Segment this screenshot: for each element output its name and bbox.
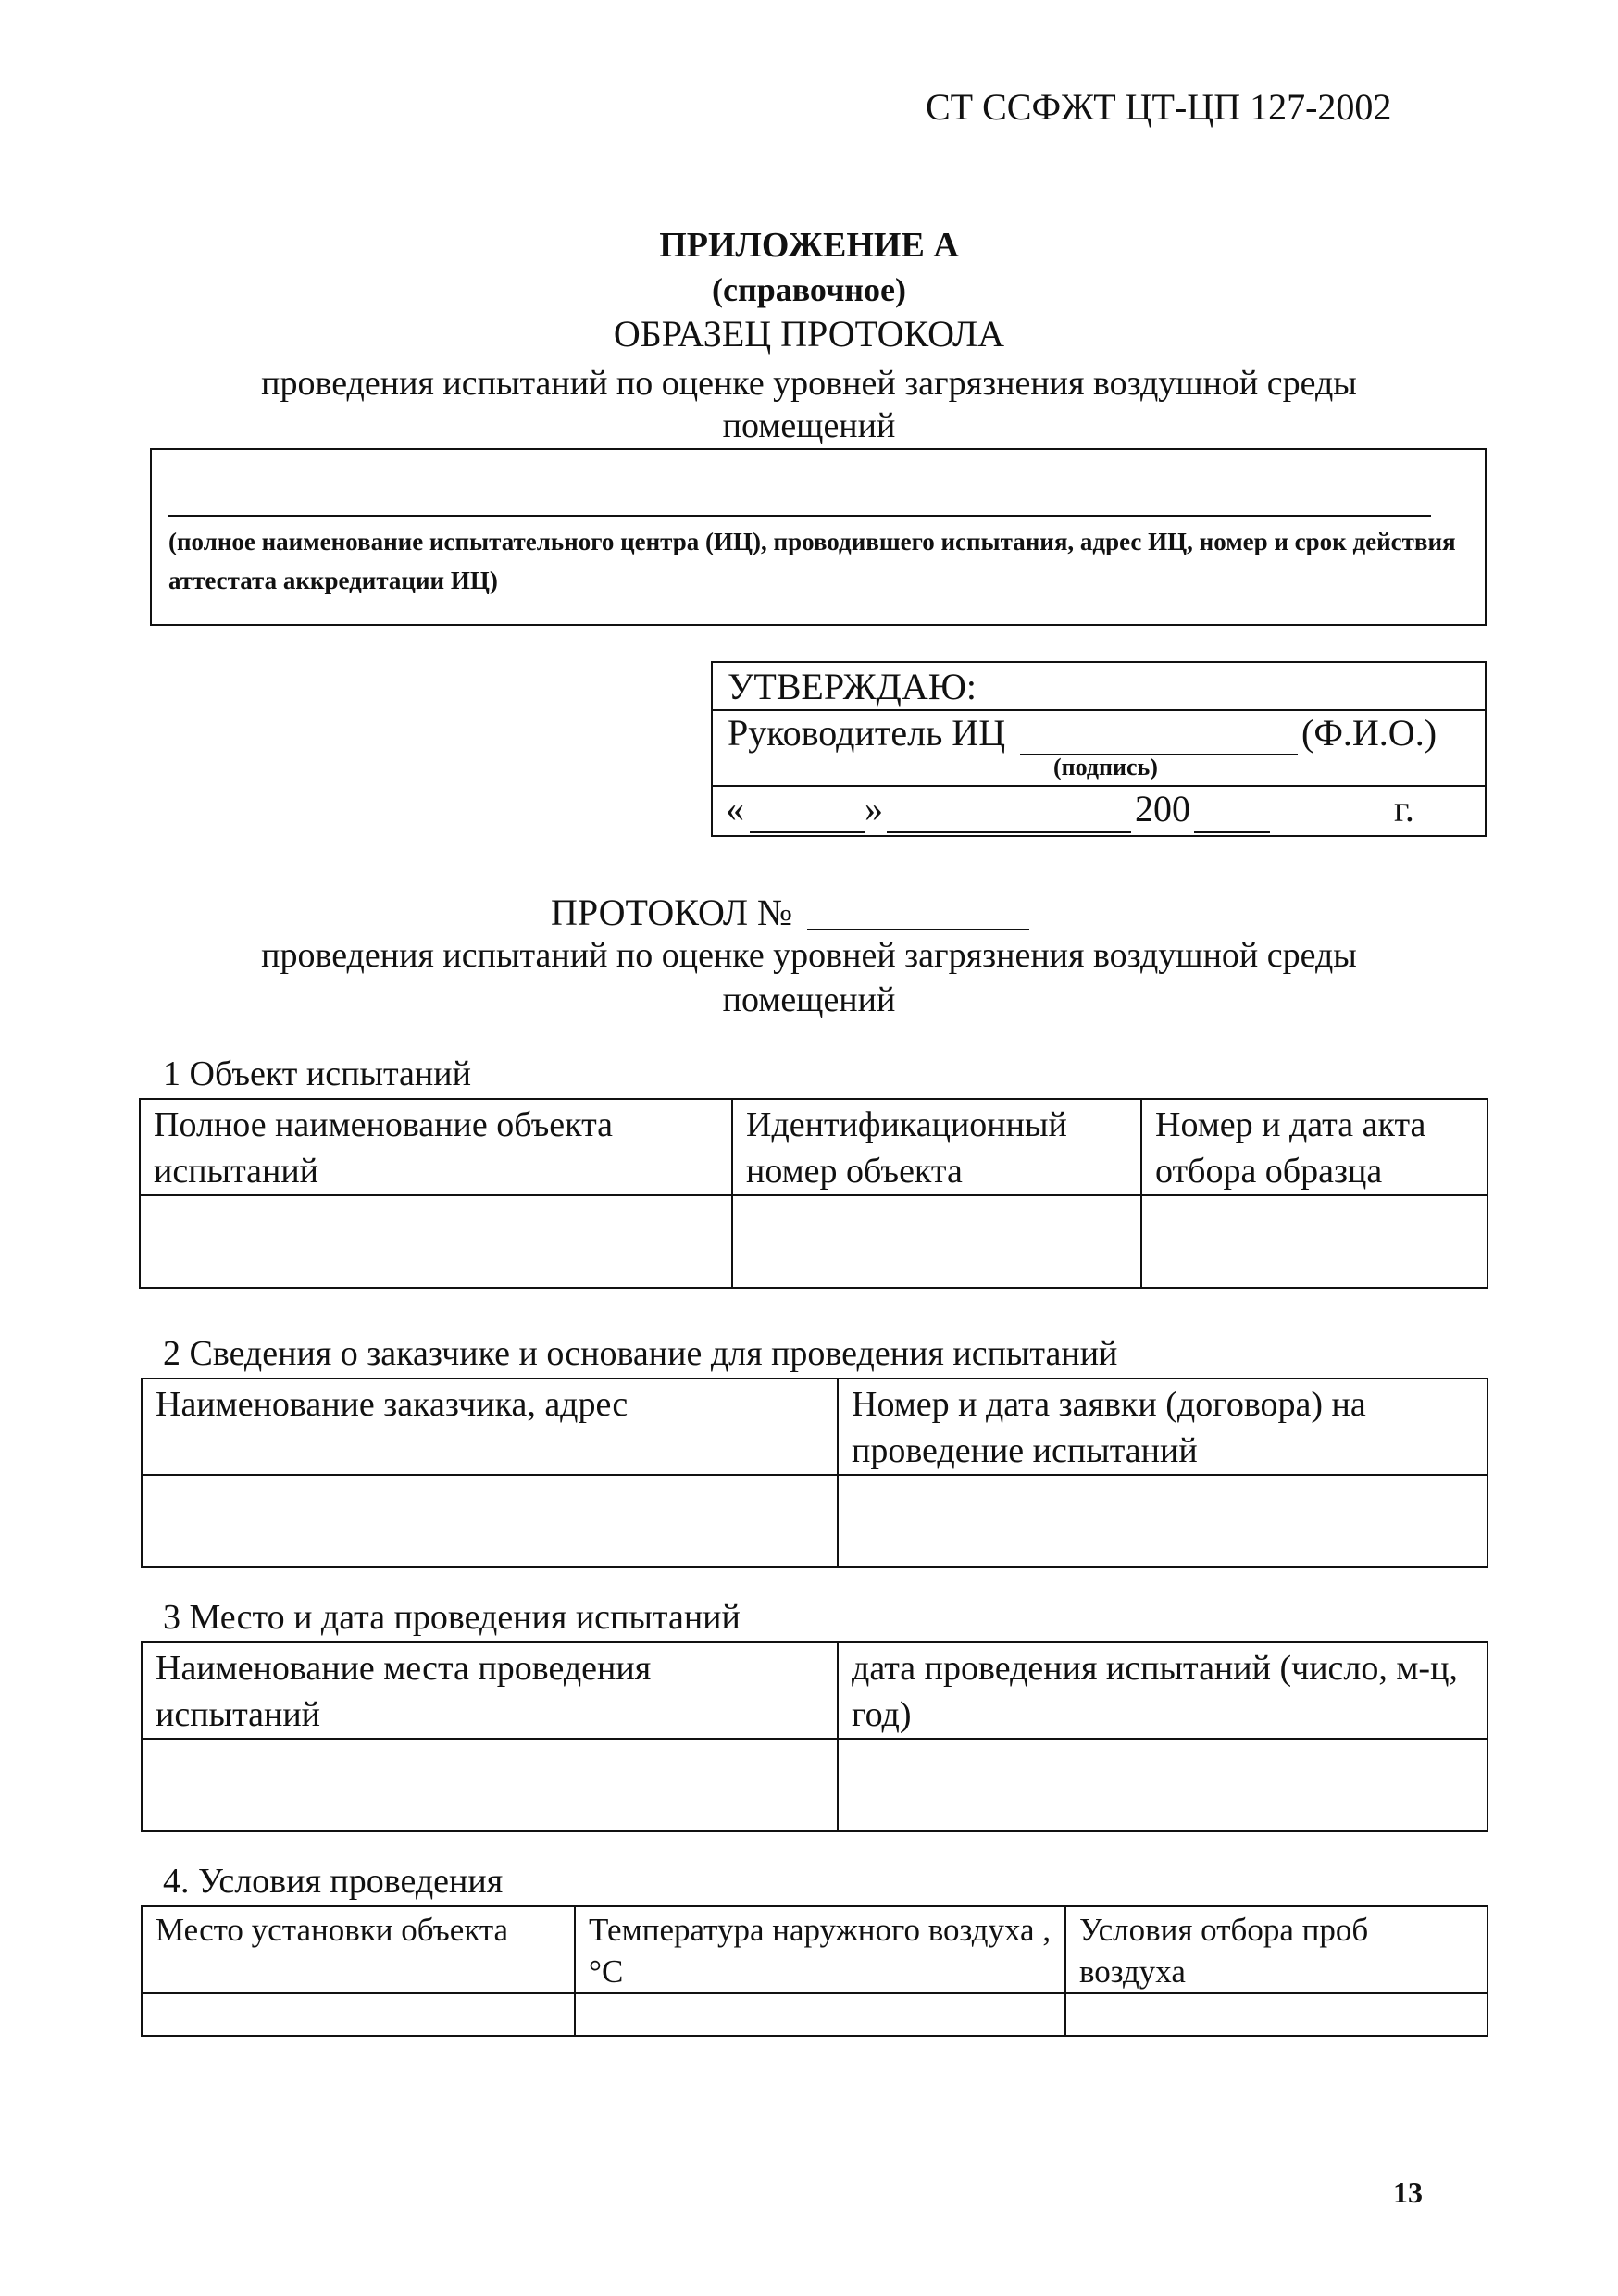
table-header-row	[142, 1906, 1487, 1993]
testing-center-name-line[interactable]	[168, 515, 1431, 517]
section-4-heading: 4. Условия проведения	[163, 1862, 504, 1901]
protocol-subtitle-line1: проведения испытаний по оценке уровней загрязнения воздушной среды	[261, 936, 1357, 975]
table-header-cell: Наименование заказчика, адрес	[142, 1379, 838, 1475]
approval-block	[711, 661, 1487, 837]
section-1-table	[139, 1098, 1488, 1289]
installation-place-cell[interactable]	[142, 1993, 575, 2036]
section-2-heading: 2 Сведения о заказчике и основание для проведения испытаний	[163, 1334, 1118, 1373]
date-year-suffix: г.	[1394, 788, 1414, 830]
date-day-line[interactable]	[750, 831, 865, 833]
date-year-prefix: 200	[1135, 788, 1190, 830]
sample-title: ОБРАЗЕЦ ПРОТОКОЛА	[613, 313, 1005, 355]
table-header-cell: Наименование места проведения испытаний	[142, 1642, 838, 1739]
table-header-cell: Место установки объекта	[142, 1906, 575, 1993]
section-3-heading: 3 Место и дата проведения испытаний	[163, 1598, 741, 1637]
approval-row-approve	[713, 663, 1485, 711]
name-label: (Ф.И.О.)	[1301, 712, 1438, 754]
section-2-table	[141, 1378, 1488, 1568]
customer-cell[interactable]	[142, 1475, 838, 1567]
annex-subtitle-line1: проведения испытаний по оценке уровней загрязнения воздушной среды	[261, 364, 1357, 403]
table-row	[142, 1739, 1487, 1831]
approval-row-head	[713, 709, 1485, 787]
annex-subtitle-line2: помещений	[722, 406, 896, 445]
sampling-conditions-cell[interactable]	[1065, 1993, 1487, 2036]
testing-center-box	[150, 448, 1487, 626]
protocol-subtitle-line2: помещений	[722, 980, 896, 1019]
table-header-row	[142, 1379, 1487, 1475]
protocol-title-text: ПРОТОКОЛ №	[551, 892, 793, 933]
request-cell[interactable]	[838, 1475, 1487, 1567]
object-name-cell[interactable]	[140, 1195, 732, 1288]
table-header-row	[142, 1642, 1487, 1739]
page-number: 13	[1393, 2176, 1423, 2209]
signature-label: (подпись)	[1053, 754, 1158, 780]
date-quote-close: »	[865, 788, 883, 830]
table-row	[142, 1475, 1487, 1567]
protocol-number-line[interactable]	[807, 929, 1029, 930]
table-header-cell: Номер и дата акта отбора образца	[1141, 1099, 1487, 1195]
head-label: Руководитель ИЦ	[728, 712, 1006, 754]
object-id-cell[interactable]	[732, 1195, 1141, 1288]
table-row	[142, 1993, 1487, 2036]
date-quote-open: «	[726, 788, 744, 830]
table-row	[140, 1195, 1487, 1288]
date-month-line[interactable]	[887, 831, 1131, 833]
table-header-cell: Номер и дата заявки (договора) на проведение испытаний	[838, 1379, 1487, 1475]
table-header-cell: Идентификационный номер объекта	[732, 1099, 1141, 1195]
annex-title: ПРИЛОЖЕНИЕ А	[659, 226, 959, 265]
test-date-cell[interactable]	[838, 1739, 1487, 1831]
table-header-row	[140, 1099, 1487, 1195]
section-3-table	[141, 1641, 1488, 1832]
date-year-line[interactable]	[1194, 831, 1270, 833]
sampling-act-cell[interactable]	[1141, 1195, 1487, 1288]
table-header-cell: Температура наружного воздуха ,°С	[575, 1906, 1065, 1993]
section-4-table	[141, 1905, 1488, 2037]
annex-type: (справочное)	[711, 271, 906, 308]
test-place-cell[interactable]	[142, 1739, 838, 1831]
testing-center-caption: (полное наименование испытательного центра (ИЦ), проводившего испытания, адрес ИЦ, номер и срок действия аттестата аккредитации ИЦ)	[168, 528, 1456, 594]
document-code: СТ ССФЖТ ЦТ-ЦП 127-2002	[926, 86, 1392, 128]
approve-label: УТВЕРЖДАЮ:	[728, 666, 977, 707]
approval-row-date	[713, 785, 1485, 837]
outdoor-temperature-cell[interactable]	[575, 1993, 1065, 2036]
section-1-heading: 1 Объект испытаний	[163, 1054, 471, 1093]
table-header-cell: дата проведения испытаний (число, м-ц, год)	[838, 1642, 1487, 1739]
protocol-title	[551, 891, 792, 934]
table-header-cell: Полное наименование объекта испытаний	[140, 1099, 732, 1195]
table-header-cell: Условия отбора проб воздуха	[1065, 1906, 1487, 1993]
